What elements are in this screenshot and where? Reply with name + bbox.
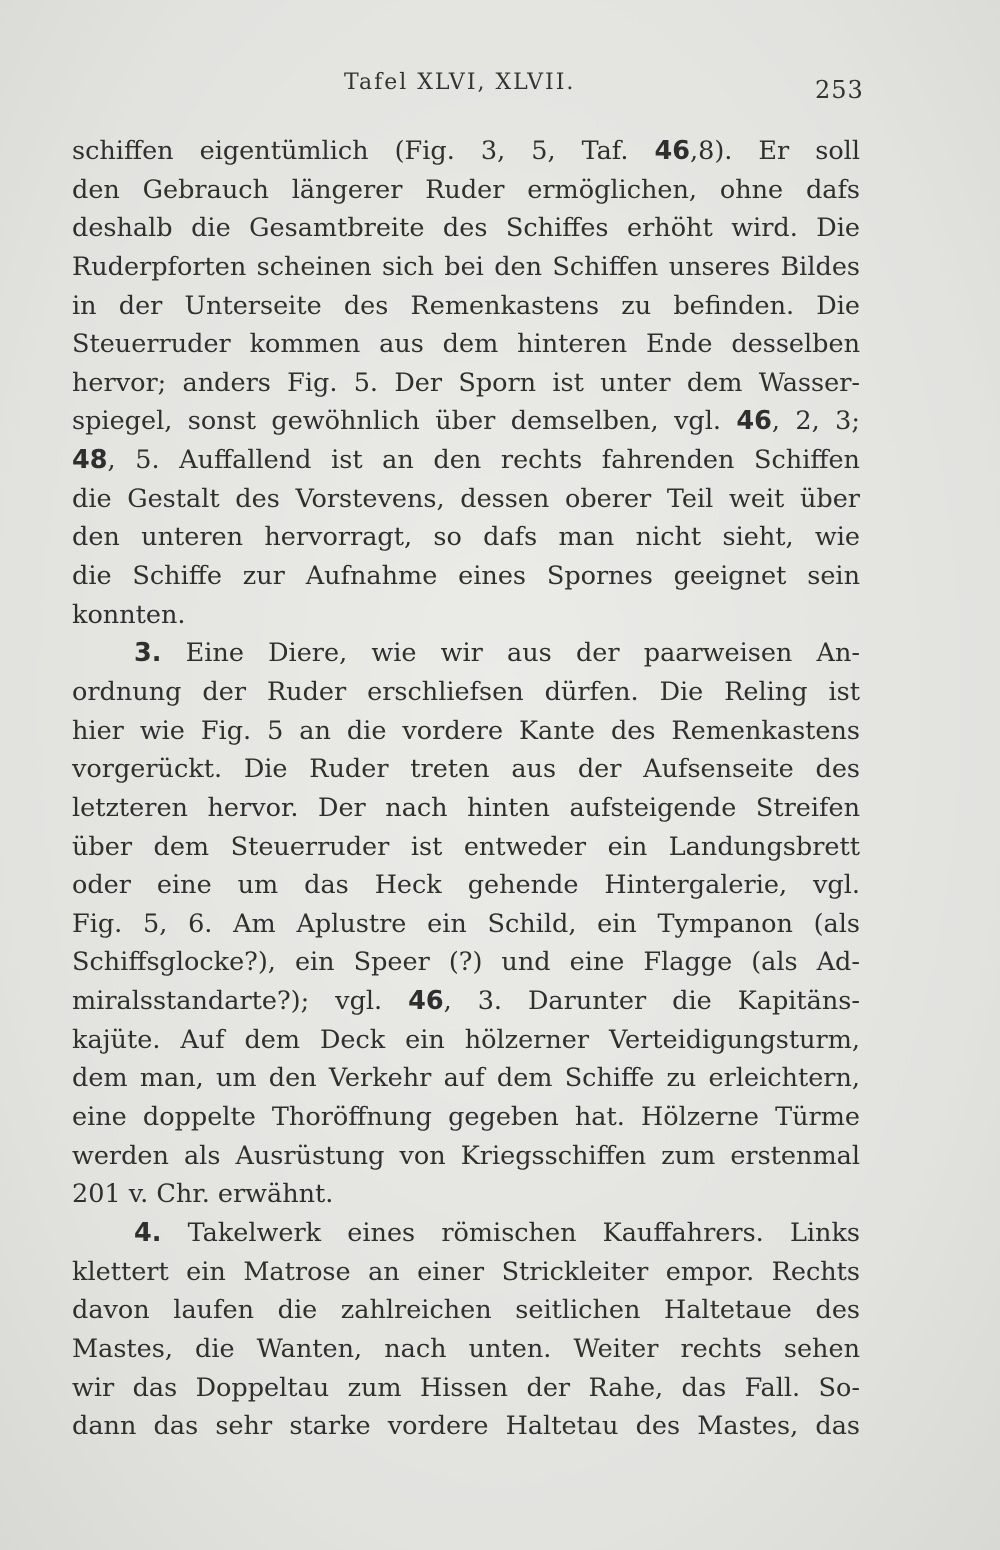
text-line: über dem Steuerruder ist entweder ein Landungsbrett	[72, 831, 860, 862]
running-title: Tafel XLVI, XLVII.	[344, 70, 576, 95]
text-line: den Gebrauch längerer Ruder ermöglichen, ohne dafs	[72, 174, 860, 205]
section-3-first-line: 3. Eine Diere, wie wir aus der paarweisen An-	[134, 638, 860, 669]
text-line: spiegel, sonst gewöhnlich über demselben, vgl. 46, 2, 3;	[72, 406, 860, 437]
text-line: Steuerruder kommen aus dem hinteren Ende desselben	[72, 329, 860, 360]
bold-number: 46	[736, 406, 772, 437]
text-line: werden als Ausrüstung von Kriegsschiffen zum erstenmal	[72, 1140, 860, 1171]
bold-number: 48	[72, 445, 108, 476]
text-line: wir das Doppeltau zum Hissen der Rahe, das Fall. So-	[72, 1372, 860, 1403]
text-line: oder eine um das Heck gehende Hintergalerie, vgl.	[72, 870, 860, 901]
text-line: die Schiffe zur Aufnahme eines Spornes geeignet sein	[72, 561, 860, 592]
text-line: vorgerückt. Die Ruder treten aus der Aufsenseite des	[72, 754, 860, 785]
text-line: schiffen eigentümlich (Fig. 3, 5, Taf. 46,8). Er soll	[72, 136, 860, 166]
bold-number: 4.	[134, 1217, 162, 1248]
body-text	[72, 132, 860, 1446]
text-line: miralsstandarte?); vgl. 46, 3. Darunter die Kapitäns-	[72, 986, 860, 1017]
bold-number: 3.	[134, 638, 162, 669]
bold-number: 46	[654, 136, 690, 166]
text-line: Fig. 5, 6. Am Aplustre ein Schild, ein Tympanon (als	[72, 908, 860, 939]
text-line: den unteren hervorragt, so dafs man nicht sieht, wie	[72, 522, 860, 553]
text-line: Schiffsglocke?), ein Speer (?) und eine Flagge (als Ad-	[72, 947, 860, 978]
page-number: 253	[815, 76, 864, 104]
text-line: konnten.	[72, 599, 186, 630]
section-4-first-line: 4. Takelwerk eines römischen Kauffahrers. Links	[134, 1217, 860, 1248]
text-line: hier wie Fig. 5 an die vordere Kante des Remenkastens	[72, 715, 860, 746]
text-line: deshalb die Gesamtbreite des Schiffes erhöht wird. Die	[72, 213, 860, 244]
text-line: eine doppelte Thoröffnung gegeben hat. Hölzerne Türme	[72, 1102, 860, 1133]
text-line: in der Unterseite des Remenkastens zu befinden. Die	[72, 290, 860, 321]
text-line: dem man, um den Verkehr auf dem Schiffe zu erleichtern,	[72, 1063, 860, 1094]
text-line: ordnung der Ruder erschliefsen dürfen. Die Reling ist	[72, 676, 860, 707]
text-line: davon laufen die zahlreichen seitlichen Haltetaue des	[72, 1295, 860, 1326]
text-line: letzteren hervor. Der nach hinten aufsteigende Streifen	[72, 792, 860, 823]
text-line: dann das sehr starke vordere Haltetau des Mastes, das	[72, 1411, 860, 1442]
text-line: die Gestalt des Vorstevens, dessen oberer Teil weit über	[72, 483, 860, 514]
text-line: hervor; anders Fig. 5. Der Sporn ist unter dem Wasser-	[72, 367, 860, 398]
text-line: klettert ein Matrose an einer Strickleiter empor. Rechts	[72, 1256, 860, 1287]
page-header	[0, 66, 1000, 106]
text-line: kajüte. Auf dem Deck ein hölzerner Verteidigungsturm,	[72, 1024, 860, 1055]
text-line: Mastes, die Wanten, nach unten. Weiter rechts sehen	[72, 1333, 860, 1364]
bold-number: 46	[408, 986, 444, 1017]
text-line: 48, 5. Auffallend ist an den rechts fahrenden Schiffen	[72, 445, 860, 476]
text-line: Ruderpforten scheinen sich bei den Schiffen unseres Bildes	[72, 251, 860, 282]
text-line: 201 v. Chr. erwähnt.	[72, 1179, 334, 1210]
